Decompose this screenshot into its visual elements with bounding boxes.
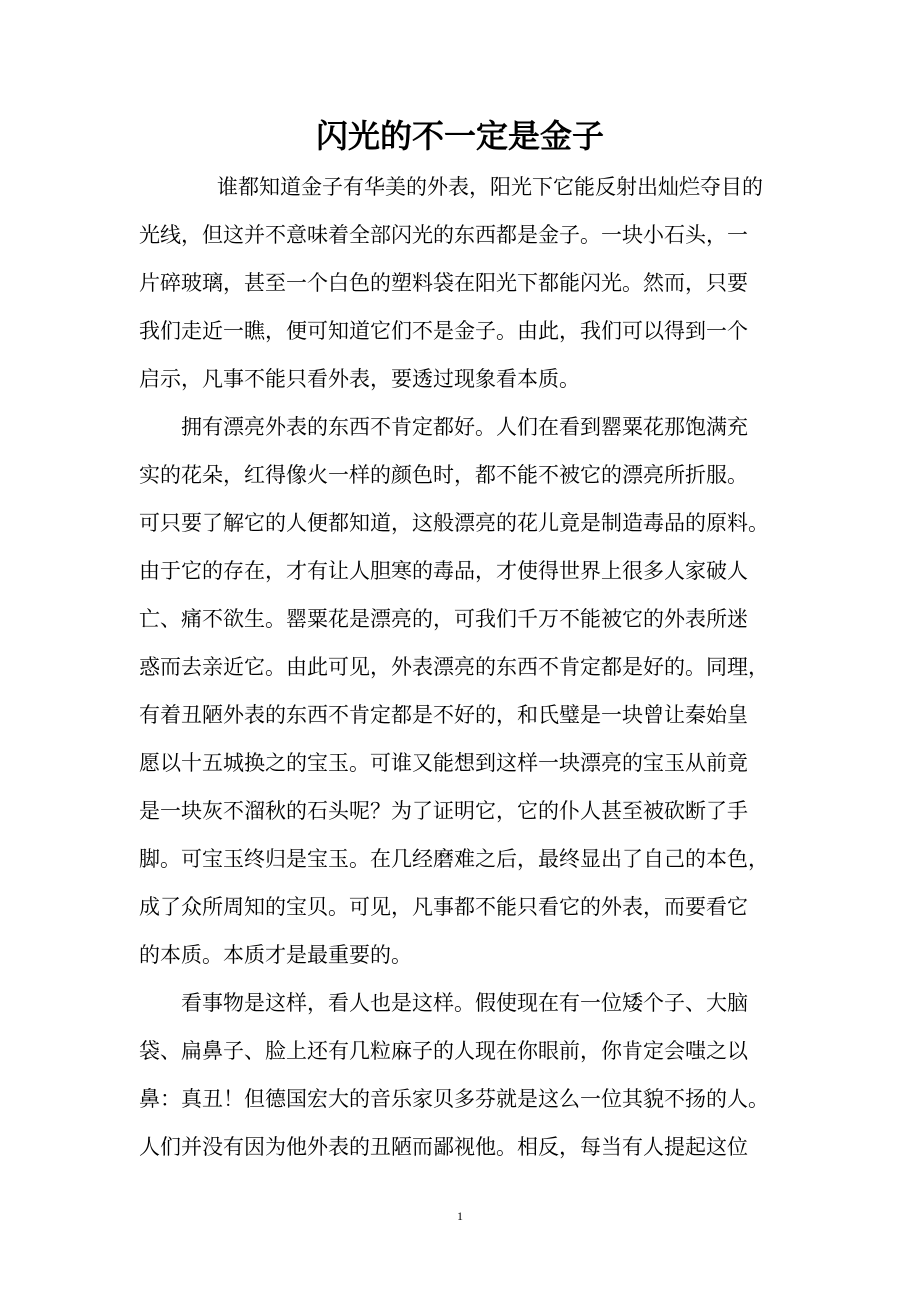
paragraph-line: 光线，但这并不意味着全部闪光的东西都是金子。一块小石头，一 — [139, 223, 748, 247]
paragraph-line: 脚。可宝玉终归是宝玉。在几经磨难之后，最终显出了自己的本色， — [139, 847, 769, 871]
page-number: 1 — [457, 1209, 463, 1223]
paragraph-line: 拥有漂亮外表的东西不肯定都好。人们在看到罂粟花那饱满充 — [181, 415, 748, 439]
paragraph-line: 的本质。本质才是最重要的。 — [139, 943, 412, 967]
paragraph-line: 谁都知道金子有华美的外表，阳光下它能反射出灿烂夺目的 — [217, 175, 763, 199]
paragraph-line: 鼻：真丑！但德国宏大的音乐家贝多芬就是这么一位其貌不扬的人。 — [139, 1087, 769, 1111]
paragraph-2 — [139, 403, 781, 979]
paragraph-line: 袋、扁鼻子、脸上还有几粒麻子的人现在你眼前，你肯定会嗤之以 — [139, 1039, 748, 1063]
paragraph-line: 是一块灰不溜秋的石头呢？为了证明它，它的仆人甚至被砍断了手 — [139, 799, 748, 823]
paragraph-line: 愿以十五城换之的宝玉。可谁又能想到这样一块漂亮的宝玉从前竟 — [139, 751, 748, 775]
paragraph-line: 成了众所周知的宝贝。可见，凡事都不能只看它的外表，而要看它 — [139, 895, 748, 919]
paragraph-line: 看事物是这样，看人也是这样。假使现在有一位矮个子、大脑 — [181, 991, 748, 1015]
document-body — [139, 163, 781, 1171]
paragraph-line: 由于它的存在，才有让人胆寒的毒品，才使得世界上很多人家破人 — [139, 559, 748, 583]
paragraph-line: 亡、痛不欲生。罂粟花是漂亮的，可我们千万不能被它的外表所迷 — [139, 607, 748, 631]
document-title: 闪光的不一定是金子 — [315, 117, 604, 155]
paragraph-line: 有着丑陋外表的东西不肯定都是不好的，和氏璧是一块曾让秦始皇 — [139, 703, 748, 727]
paragraph-3 — [139, 979, 781, 1171]
paragraph-line: 片碎玻璃，甚至一个白色的塑料袋在阳光下都能闪光。然而，只要 — [139, 271, 748, 295]
paragraph-line: 可只要了解它的人便都知道，这般漂亮的花儿竟是制造毒品的原料。 — [139, 511, 769, 535]
paragraph-line: 实的花朵，红得像火一样的颜色时，都不能不被它的漂亮所折服。 — [139, 463, 748, 487]
paragraph-line: 惑而去亲近它。由此可见，外表漂亮的东西不肯定都是好的。同理， — [139, 655, 769, 679]
paragraph-1 — [139, 163, 781, 403]
paragraph-line: 我们走近一瞧，便可知道它们不是金子。由此，我们可以得到一个 — [139, 319, 748, 343]
paragraph-line: 启示，凡事不能只看外表，要透过现象看本质。 — [139, 367, 580, 391]
paragraph-line: 人们并没有因为他外表的丑陋而鄙视他。相反，每当有人提起这位 — [139, 1135, 748, 1159]
